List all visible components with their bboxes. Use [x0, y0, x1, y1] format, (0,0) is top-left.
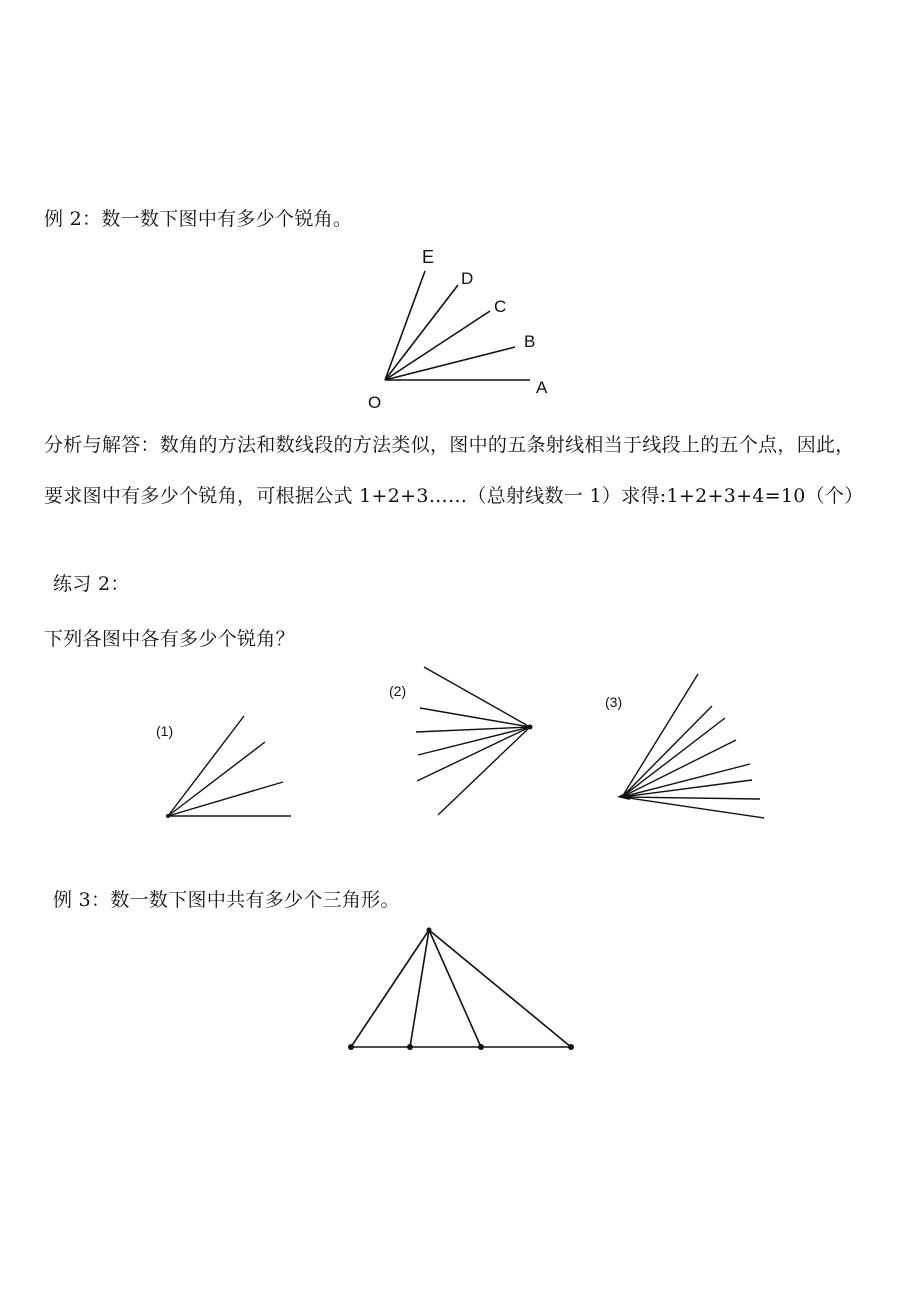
- practice2-title: 练习 2：: [53, 573, 130, 595]
- analysis-line-1: 分析与解答：数角的方法和数线段的方法类似，图中的五条射线相当于线段上的五个点，因此，: [44, 434, 855, 456]
- example2-heading: 例 2：数一数下图中有多少个锐角。: [44, 208, 353, 230]
- label-b: B: [524, 332, 536, 351]
- practice2-question: 下列各图中各有多少个锐角？: [44, 628, 295, 650]
- label-d: D: [461, 269, 474, 288]
- figure-2-label: (2): [389, 683, 407, 699]
- label-c: C: [494, 297, 507, 316]
- label-o: O: [368, 393, 382, 412]
- analysis-line-2: 要求图中有多少个锐角，可根据公式 1+2+3……（总射线数一 1）求得:1+2+3+4=10（个）: [44, 485, 864, 507]
- example3-heading: 例 3：数一数下图中共有多少个三角形。: [53, 889, 400, 911]
- figure-1-label: (1): [156, 723, 174, 739]
- figure-3-label: (3): [605, 694, 623, 710]
- label-e: E: [422, 247, 435, 267]
- label-a: A: [536, 378, 548, 397]
